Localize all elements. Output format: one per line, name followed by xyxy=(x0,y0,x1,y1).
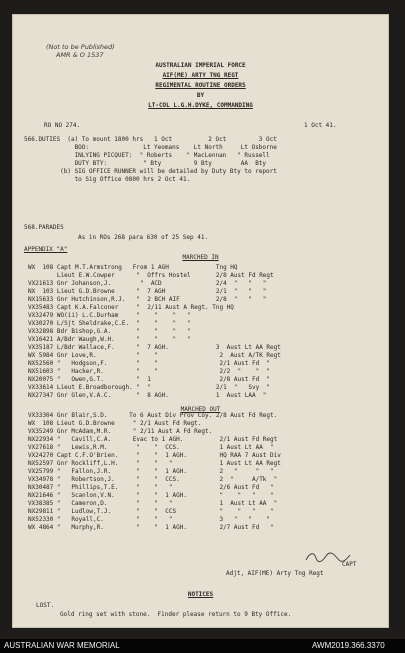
personnel-row: WX 5984 Gnr Love,R. " " 2 Aust A/TK Regt xyxy=(28,352,281,359)
archive-footer xyxy=(0,639,405,653)
title-line-5: LT-COL L.G.H.DYKE, COMMANDING xyxy=(148,102,253,109)
duties-line: 566.DUTIES (a) To mount 1800 hrs 1 Oct 2 Oct 3 Oct xyxy=(24,136,277,143)
personnel-row: NX52597 Gnr Rockliff,L.H. " " " 1 Aust Lt AA Regt xyxy=(28,460,281,467)
personnel-row: VX34978 " Robertson,J. " " CCS. 2 " A/Tk " xyxy=(28,476,278,483)
title-line-3: REGIMENTAL ROUTINE ORDERS xyxy=(155,82,246,89)
personnel-row: WX 4864 " Murphy,R. " " 1 AGH. 2/7 Aust Fd " xyxy=(28,524,274,531)
duties-line: INLYING PICQUET: " Roberts " MacLennan " Russell xyxy=(24,152,270,159)
parades-text: As in ROs 268 para 630 of 25 Sep 41. xyxy=(78,234,209,241)
personnel-row: VX35483 Capt K.A.Falconer " 2/11 Aust A Regt. Tng HQ xyxy=(28,304,234,311)
parades-heading: 568.PARADES xyxy=(24,224,64,231)
marched-in-heading: MARCHED IN xyxy=(182,254,219,261)
personnel-row: NX22934 " Cavill,C.A. Evac to 1 AGH. 2/1 Aust Fd Regt xyxy=(28,436,278,443)
notices-heading: NOTICES xyxy=(187,591,214,598)
title-line-2: AIF(ME) ARTY TNG REGT xyxy=(162,72,239,79)
title-line-4: BY xyxy=(196,92,205,99)
appendix-heading: APPENDIX "A" xyxy=(24,246,68,253)
personnel-row: VX38385 " Cameron,D. " " " 1 Aust Lt AA " xyxy=(28,500,278,507)
footer-institution: AUSTRALIAN WAR MEMORIAL xyxy=(4,641,120,650)
personnel-row: VX35249 Gnr McAdam,M.R. " 2/11 Aust A Fd Regt. xyxy=(28,428,213,435)
personnel-row: NX15633 Gnr Hutchinson,R.J. " 2 BCH AIF 2/8 " " " xyxy=(28,296,267,303)
personnel-row: VX32479 WO(ii) L.C.Durham " " " " xyxy=(28,312,191,319)
personnel-row: NX52330 " Royall,C. " " " 3 " " " xyxy=(28,516,271,523)
personnel-row: VX24270 Capt C.F.O'Brien. " " 1 AGH. HQ RAA 7 Aust Div xyxy=(28,452,281,459)
title-line-1: AUSTRALIAN IMPERIAL FORCE xyxy=(155,62,246,69)
reference-number: AMR & O 1537 xyxy=(56,51,104,59)
personnel-row: VX25799 " Fallon,J.R. " " 1 AGH. 2 " " " xyxy=(28,468,274,475)
personnel-row: VX35187 L/Bdr Wallace,F. " 7 AGH. 3 Aust Lt AA Regt xyxy=(28,344,281,351)
signature-rank: CAPT xyxy=(342,561,357,568)
order-number: RO NO 274. xyxy=(44,122,81,129)
duties-line: (b) SIG OFFICE RUNNER will be detailed by Duty Bty to report xyxy=(24,168,277,175)
distribution-note: (Not to be Published) xyxy=(46,43,115,51)
lost-label: LOST. xyxy=(36,602,55,609)
personnel-row: VX21613 Gnr Johanson,J. " ACD 2/4 " " " xyxy=(28,280,267,287)
personnel-row: VX16421 A/Bdr Waugh,W.H. " " " " xyxy=(28,336,191,343)
personnel-row: WX 108 Lieut G.D.Browne " 2/1 Aust Fd Regt. xyxy=(28,420,202,427)
personnel-row: VX33614 Lieut E.Broadborough. " " 2/1 " Svy " xyxy=(28,384,271,391)
personnel-row: NX30487 " Phillips,T.E. " " " 2/6 Aust Fd " xyxy=(28,484,274,491)
personnel-row: NX21646 " Scanlon,V.N. " " 1 AGH. " " " " xyxy=(28,492,274,499)
personnel-row: NX29811 " Ludlow,T.J. " " CCS " " " " xyxy=(28,508,274,515)
personnel-row: VX30270 L/Sjt Sheldrake,C.E. " " " " xyxy=(28,320,191,327)
order-date: 1 Oct 41. xyxy=(304,122,337,129)
lost-text: Gold ring set with stone. Finder please return to 9 Bty Office. xyxy=(60,611,292,618)
personnel-row: NX27347 Gnr Glen,V.A.C. " 8 AGH. 1 Aust LAA " xyxy=(28,392,267,399)
personnel-row: VX33304 Gnr Blair,S.D. To 6 Aust Div Prov Coy. 2/8 Aust Fd Regt. xyxy=(28,412,278,419)
personnel-row: NX51603 " Hacker,R. " " 2/2 " " " xyxy=(28,368,271,375)
personnel-row: Lieut E.W.Cowper " Offrs Hostel 2/8 Aust Fd Regt xyxy=(28,272,274,279)
personnel-row: VX27618 " Lewis,R.M. " " CCS. 1 Aust Lt AA " xyxy=(28,444,274,451)
marched-out-heading: MARCHED OUT xyxy=(180,406,221,413)
duties-line: to Sig Office 0800 hrs 2 Oct 41. xyxy=(24,176,191,183)
duties-line: DUTY BTY: " Bty 9 Bty AA Bty xyxy=(24,160,267,167)
signature-block: Adjt, AIF(ME) Arty Tng Regt xyxy=(226,570,324,577)
personnel-row: VX32898 Bdr Bishop,G.A. " " " " xyxy=(28,328,191,335)
personnel-row: WX 108 Capt M.T.Armstrong From 1 AGH Tng HQ xyxy=(28,264,238,271)
personnel-row: NX20075 " Owen,G.T. " 1 2/8 Aust Fd " xyxy=(28,376,271,383)
footer-accession-number: AWM2019.366.3370 xyxy=(312,641,385,650)
personnel-row: NX52560 " Hodgson,F. " " 2/1 Aust Fd " xyxy=(28,360,271,367)
duties-line: BOO: Lt Yeomans Lt North Lt Osborne xyxy=(24,144,277,151)
personnel-row: NX 103 Lieut G.D.Browne " 7 AGH 2/1 " " " xyxy=(28,288,267,295)
document-page xyxy=(12,14,389,628)
